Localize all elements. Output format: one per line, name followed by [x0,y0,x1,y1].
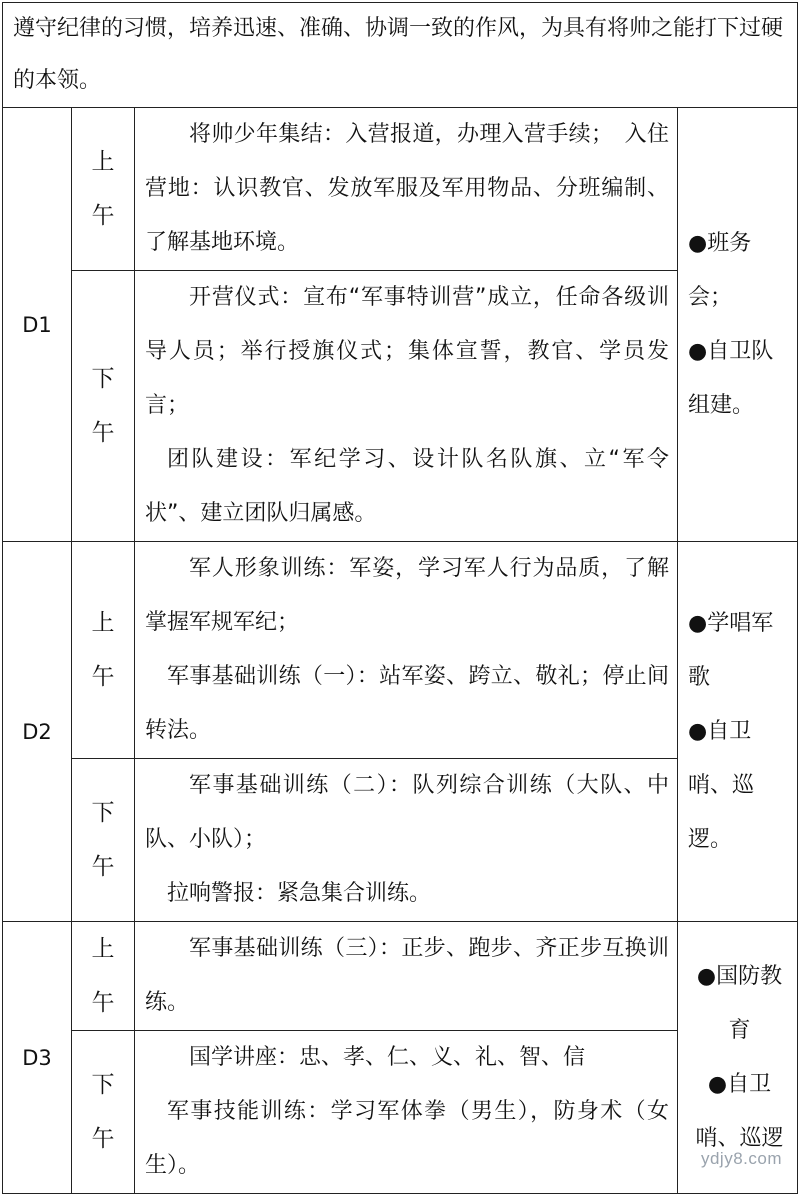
note-item: ●班务会； [688,230,752,310]
activity-paragraph: 将帅少年集结：入营报道，办理入营手续； 入住营地：认识教官、发放军服及军用物品、分班编制、了解基地环境。 [145,122,669,255]
activity-content-d1-am [135,108,678,271]
note-item: ●学唱军歌 [688,610,774,690]
intro-row [3,3,798,108]
note-item: ●自卫哨、巡逻。 [688,718,755,852]
camp-schedule-table [2,2,798,1194]
period-label-d2-am: 上 午 [72,542,135,759]
activity-content-d1-pm [135,271,678,542]
day-label-d3: D3 [3,922,72,1194]
evening-note-d2 [678,542,798,922]
period-label-d3-am: 上 午 [72,922,135,1031]
note-item: ●自卫哨、巡逻 [695,1071,784,1151]
period-label-d3-pm: 下 午 [72,1031,135,1194]
schedule-row-d2-am [3,542,798,759]
activity-paragraph: 军事基础训练（三）：正步、跑步、齐正步互换训练。 [145,936,669,1015]
activity-content-d3-am [135,922,678,1031]
period-label-d1-pm: 下 午 [72,271,135,542]
activity-paragraph: 军事基础训练（二）：队列综合训练（大队、中队、小队）； [145,773,669,852]
day-label-d1: D1 [3,108,72,542]
activity-paragraph: 军人形象训练：军姿，学习军人行为品质，了解掌握军规军纪； [145,556,669,635]
period-label-d1-am: 上 午 [72,108,135,271]
activity-content-d3-pm [135,1031,678,1194]
activity-paragraph: 国学讲座：忠、孝、仁、义、礼、智、信 [189,1045,586,1070]
activity-paragraph: 团队建设：军纪学习、设计队名队旗、立“军令状”、建立团队归属感。 [145,447,669,526]
note-item: ●国防教育 [696,963,783,1043]
activity-content-d2-am [135,542,678,759]
activity-paragraph: 军事技能训练：学习军体拳（男生），防身术（女生）。 [145,1099,669,1178]
note-item: ●自卫队组建。 [688,338,774,418]
schedule-row-d1-am [3,108,798,271]
activity-paragraph: 军事基础训练（一）：站军姿、跨立、敬礼；停止间转法。 [145,664,669,743]
activity-content-d2-pm [135,759,678,922]
intro-text: 遵守纪律的习惯，培养迅速、准确、协调一致的作风，为具有将帅之能打下过硬的本领。 [3,3,798,108]
site-watermark: ydjy8.com [700,1149,782,1168]
day-label-d2: D2 [3,542,72,922]
activity-paragraph: 开营仪式：宣布“军事特训营”成立，任命各级训导人员；举行授旗仪式；集体宣誓，教官、学员发言； [145,285,669,418]
period-label-d2-pm: 下 午 [72,759,135,922]
activity-paragraph: 拉响警报：紧急集合训练。 [167,881,432,906]
schedule-row-d3-am [3,922,798,1031]
evening-note-d1 [678,108,798,542]
